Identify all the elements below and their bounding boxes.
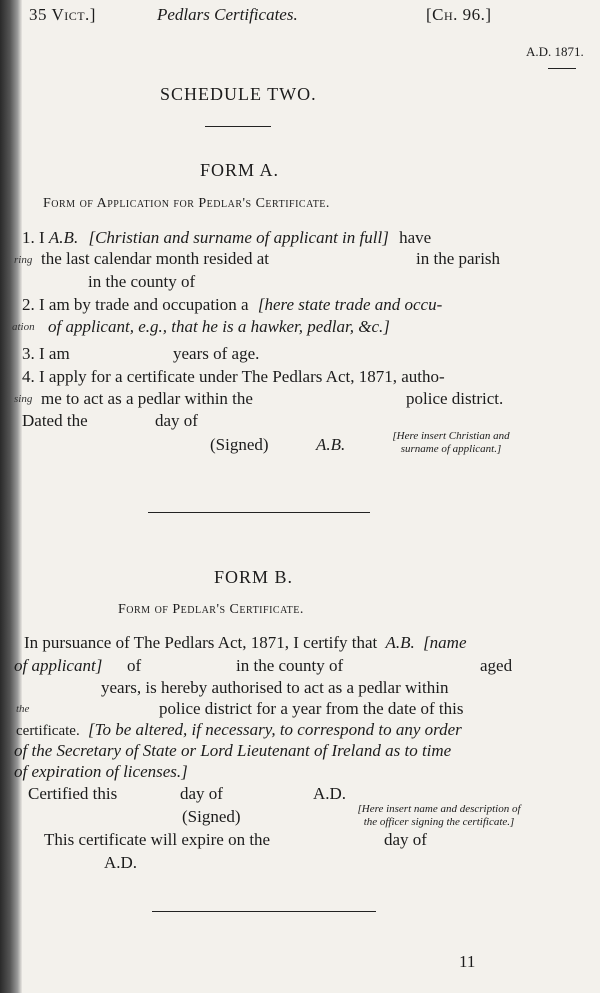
form-b-heading: FORM B.: [214, 567, 294, 587]
form-b-line-5: certificate. [To be altered, if necessary, to correspond to any order: [16, 720, 462, 739]
form-a-signed-ab: A.B.: [316, 435, 346, 454]
form-a-day-of: day of: [155, 411, 198, 430]
form-b-expire: This certificate will expire on the: [44, 830, 271, 849]
form-b-signature-note: [Here insert name and description of the officer signing the certificate.]: [357, 803, 521, 828]
schedule-title: SCHEDULE TWO.: [160, 84, 317, 104]
form-b-signed: (Signed): [182, 807, 241, 826]
page-number: 11: [459, 952, 476, 971]
header-chapter: [Ch. 96.]: [426, 5, 492, 24]
form-a-signature-note: [Here insert Christian and surname of applicant.]: [392, 430, 510, 455]
form-a-para-2-line-1: 2. I am by trade and occupation a [here state trade and occu-: [22, 295, 443, 314]
binding-gutter: [0, 0, 22, 993]
bottom-rule: [152, 911, 376, 912]
form-b-day-of: day of: [180, 784, 223, 803]
form-a-para-2-line-2: of applicant, e.g., that he is a hawker, pedlar, &c.]: [48, 317, 390, 336]
form-b-ad: A.D.: [313, 784, 347, 803]
margin-fragment: sing: [14, 393, 33, 405]
form-a-para-4-line-1: 4. I apply for a certificate under The Pedlars Act, 1871, autho-: [22, 367, 445, 386]
form-b-expire-ad: A.D.: [104, 853, 138, 872]
section-divider: [148, 512, 370, 513]
margin-fragment: ation: [12, 321, 35, 333]
margin-year-rule: [548, 68, 576, 69]
form-b-title: Form of Pedlar's Certificate.: [118, 602, 304, 617]
form-b-line-3: years, is hereby authorised to act as a pedlar within: [101, 678, 449, 697]
form-b-certified: Certified this: [28, 784, 118, 803]
header-regnal-year: 35 Vict.]: [29, 5, 96, 24]
title-rule: [205, 126, 271, 127]
form-b-line-2d: aged: [480, 656, 513, 675]
form-a-heading: FORM A.: [200, 160, 280, 180]
form-b-line-2c: in the county of: [236, 656, 344, 675]
form-a-dated: Dated the: [22, 411, 88, 430]
form-b-line-7: of expiration of licenses.]: [14, 762, 188, 781]
margin-fragment: ring: [14, 254, 33, 266]
form-a-signed: (Signed): [210, 435, 269, 454]
form-b-line-6: of the Secretary of State or Lord Lieutenant of Ireland as to time: [14, 741, 452, 760]
form-a-title: Form of Application for Pedlar's Certificate.: [43, 196, 330, 211]
form-b-line-2a: of applicant]: [14, 656, 103, 675]
form-b-line-2b: of: [127, 656, 142, 675]
form-a-para-1-line-3: in the county of: [88, 272, 196, 291]
form-b-line-4b: police district for a year from the date of this: [159, 699, 464, 718]
header-running-title: Pedlars Certificates.: [157, 5, 298, 24]
form-a-para-1-line-2b: in the parish: [416, 249, 501, 268]
form-a-para-3a: 3. I am: [22, 344, 70, 363]
form-a-para-1-line-2a: the last calendar month resided at: [41, 249, 269, 268]
form-b-line-1: In pursuance of The Pedlars Act, 1871, I certify that A.B. [name: [24, 633, 467, 652]
margin-year: A.D. 1871.: [526, 44, 584, 59]
form-a-para-1-line-1: 1. I A.B. [Christian and surname of applicant in full] have: [22, 228, 432, 247]
form-b-expire-day-of: day of: [384, 830, 427, 849]
form-a-para-4-line-2b: police district.: [406, 389, 504, 408]
form-a-para-4-line-2a: me to act as a pedlar within the: [41, 389, 253, 408]
form-a-para-3b: years of age.: [173, 344, 260, 363]
form-b-line-4a: the: [16, 703, 30, 715]
